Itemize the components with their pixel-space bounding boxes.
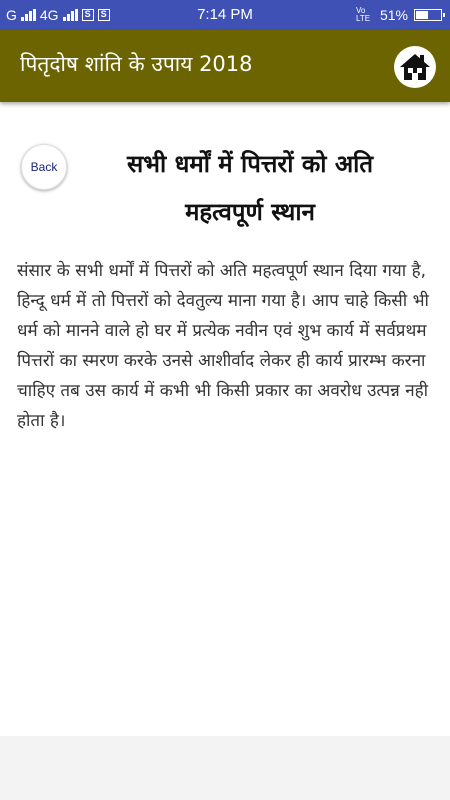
sim-badge-1: S: [82, 9, 94, 21]
volte-label: Vo LTE: [355, 6, 371, 23]
sim-badge-2: S: [98, 9, 110, 21]
clock: 7:14 PM: [197, 6, 253, 23]
battery-icon: [414, 9, 442, 21]
status-bar: [0, 0, 450, 30]
battery-fill: [416, 11, 428, 19]
carrier-label: G: [6, 7, 17, 23]
page-heading: सभी धर्मों में पित्तरों को अति महत्वपूर्ण स्थान: [126, 150, 374, 226]
bottom-area: [0, 736, 450, 800]
back-button[interactable]: [21, 144, 67, 190]
back-button-label: Back: [30, 160, 58, 174]
app-bar: [0, 30, 450, 102]
network-type-label: 4G: [39, 7, 59, 23]
home-button[interactable]: [394, 46, 436, 88]
app-title: पितृदोष शांति के उपाय 2018: [20, 52, 253, 76]
status-bar-right: [356, 7, 442, 23]
article-paragraph: संसार के सभी धर्मों में पित्तरों को अति महत्वपूर्ण स्थान दिया गया है, हिन्दू धर्म में तो पित्तरों को देवतुल्य माना गया है। आप चाहे किसी भी धर्म को मानने वाले हो घर में प्रत्येक नवीन एवं शुभ कार्य में सर्वप्रथम पित्तरों का स्मरण करके उनसे आशीर्वाद लेकर ही कार्य प्रारम्भ करना चाहिए तब उस कार्य में कभी भी किसी प्रकार का अवरोध उत्पन्न नही होता है।: [17, 261, 429, 431]
home-icon: [399, 52, 431, 82]
battery-percent: 51%: [379, 7, 408, 23]
